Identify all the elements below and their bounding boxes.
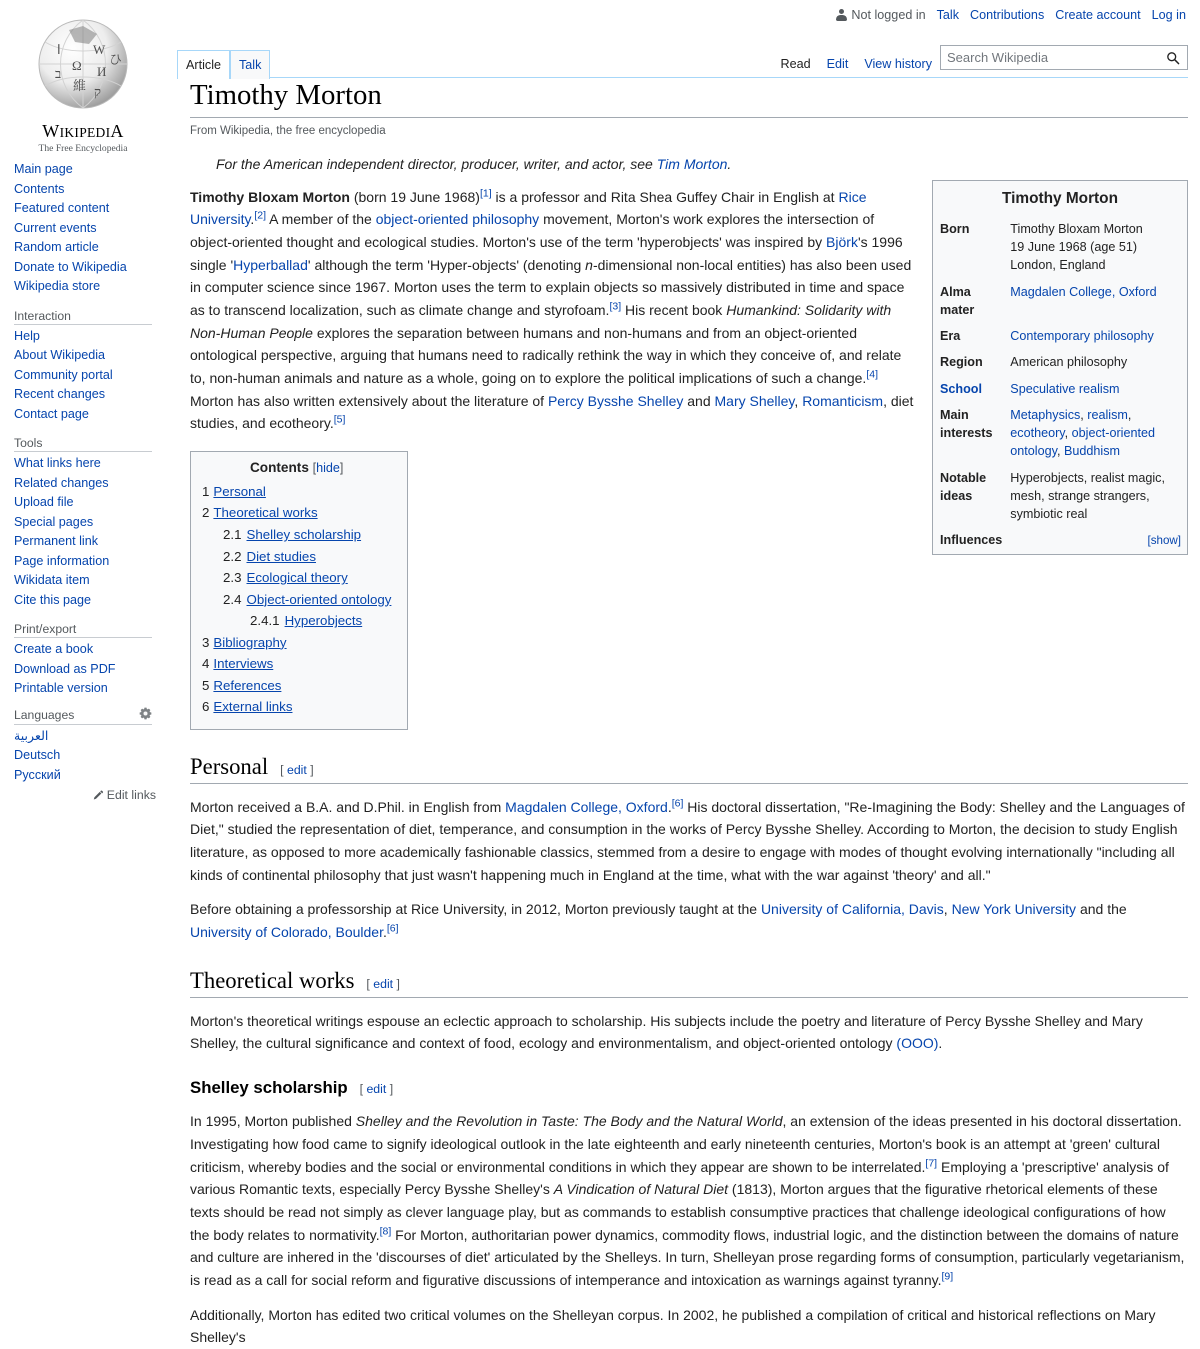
ref-2[interactable] [254, 210, 266, 222]
lead-text-9: His recent book [621, 301, 727, 318]
sidebar-item-community-portal[interactable] [0, 366, 152, 386]
toc-link-diet-studies[interactable]: Diet studies [246, 548, 316, 564]
wikipedia-tagline: The Free Encyclopedia [38, 143, 128, 154]
ref-2-link[interactable]: [2] [254, 209, 266, 222]
svg-text:W: W [93, 42, 106, 57]
section-title-theoretical-works: Theoretical works [190, 967, 355, 993]
edit-open-bracket: [ [280, 762, 284, 777]
personal-p2-text-2: , [943, 901, 952, 918]
sidebar-link-special-pages[interactable]: Special pages [14, 514, 94, 529]
link-university-of-colorado-boulder[interactable]: University of Colorado, Boulder [190, 924, 383, 941]
magnifier-icon [1166, 51, 1180, 65]
theoretical-text-2: . [938, 1035, 943, 1052]
content-area [166, 0, 1200, 1349]
svg-text:И: И [97, 64, 107, 79]
ref-9[interactable] [941, 1270, 953, 1282]
infobox-row-region [933, 349, 1187, 375]
ref-5-link[interactable]: [5] [333, 413, 346, 426]
pencil-icon [93, 789, 104, 800]
edit-links-label: Edit links [106, 787, 156, 802]
article-body [166, 78, 1200, 1349]
infobox-person [932, 180, 1188, 556]
toc-toggle-close-bracket: ] [339, 460, 344, 475]
edit-close-bracket: ] [310, 762, 314, 777]
lead-text-5: movement, Morton's work explores the intersection of object-oriented thought and ecological studies. Morton's use of the term 'hyperobjects' was inspired by [190, 211, 875, 250]
toc-link-interviews[interactable]: Interviews [213, 656, 274, 672]
infobox-label-main-interests: Main interests [940, 407, 993, 441]
view-tabs [773, 49, 940, 78]
toc-item-ecological-theory[interactable] [202, 567, 391, 589]
gear-icon[interactable] [139, 707, 152, 723]
personal-text-1: Morton received a B.A. and D.Phil. in English from [190, 798, 506, 815]
toc-link-theoretical-works[interactable]: Theoretical works [213, 505, 318, 521]
toc-link-hyperobjects[interactable]: Hyperobjects [284, 613, 363, 629]
infobox-label-school [933, 376, 1007, 402]
infobox-born-name: Timothy Bloxam Morton [1010, 221, 1143, 236]
sidebar-link-help[interactable]: Help [14, 328, 40, 343]
ref-3[interactable] [609, 300, 621, 312]
toc-title-row [202, 460, 391, 475]
sidebar-link-recent-changes[interactable]: Recent changes [14, 387, 106, 402]
theoretical-paragraph-1 [190, 1010, 1188, 1055]
sidebar-link-page-information[interactable]: Page information [14, 553, 110, 568]
lead-text-3: . [250, 211, 255, 228]
ref-9-link[interactable]: [9] [941, 1270, 954, 1283]
personal-text-3: His doctoral dissertation, "Re-Imagining the Body: Shelley and the Languages of Diet," studied the representation of diet, temperance, and consumption in the works of Percy Bysshe Shelley. According to Morton, the decision to study English literature, as opposed to more academically fashionable classics, stemmed from a desire to engage with modes of thought evolving internationally "including all kinds of continental philosophy that just wasn't happening much in England at the time, what with the war against 'theory' and all." [190, 798, 1185, 883]
infobox-label-region: Region [940, 355, 983, 370]
sidebar-heading-tools: Tools [14, 436, 43, 451]
lead-text-10: explores the separation between humans and non-humans and from an object-oriented ontological perspective, arguing that humans need to radically rethink the way in which they conceive of, and relate to, non-human animals and nature as a whole, going on to explore the political implications of such a change. [190, 324, 902, 386]
toc-link-external-links[interactable]: External links [213, 699, 293, 715]
sidebar-link-download-as-pdf[interactable]: Download as PDF [14, 661, 116, 676]
edit-section-shelley-scholarship [360, 1082, 394, 1096]
sidebar-link-upload-file[interactable]: Upload file [14, 495, 74, 510]
toc-link-ecological-theory[interactable]: Ecological theory [246, 570, 348, 586]
link-magdalen-college-oxford[interactable]: Magdalen College, Oxford [505, 798, 668, 815]
sidebar-link-lang-arabic[interactable]: العربية [14, 728, 49, 743]
sidebar-link-related-changes[interactable]: Related changes [14, 475, 109, 490]
toc-item-references[interactable] [202, 675, 391, 697]
lead-text-4: A member of the [266, 211, 376, 228]
sidebar-section-languages [0, 707, 166, 804]
ref-6c-link[interactable]: [6] [386, 922, 399, 935]
sidebar-link-permanent-link[interactable]: Permanent link [14, 534, 98, 549]
tabs-row [166, 0, 1200, 78]
sidebar-item-page-information[interactable] [0, 552, 152, 572]
link-object-oriented-philosophy[interactable]: object-oriented philosophy [375, 211, 540, 228]
toc-number: 2.4.1 [250, 613, 280, 629]
namespace-tabs [177, 49, 270, 78]
sidebar-item-special-pages[interactable] [0, 513, 152, 533]
sidebar-item-printable-version[interactable] [0, 679, 152, 699]
site-subtitle: From Wikipedia, the free encyclopedia [190, 124, 386, 137]
sidebar-section-interaction [0, 305, 166, 425]
link-romanticism[interactable]: Romanticism [802, 392, 884, 409]
wikipedia-globe-icon [31, 14, 135, 118]
hatnote [216, 156, 1188, 172]
lead-text-13: , [794, 392, 803, 409]
infobox-row-era [933, 323, 1187, 349]
sidebar-item-random-article[interactable] [0, 238, 152, 258]
lead-italic-n: n [585, 256, 593, 273]
infobox-value-main-interests: Metaphysics, realism, ecotheory, object-oriented ontology, Buddhism [1010, 407, 1155, 459]
sidebar-item-create-a-book[interactable] [0, 640, 152, 660]
sidebar-item-wikidata-item[interactable] [0, 571, 152, 591]
shelley-text-4: (1813), Morton argues that the figurative rhetorical elements of these texts should be read not simply as clever language play, but as commands to establish consumptive practices that challenge ideological configurations of how the body relates to normativity. [190, 1181, 1166, 1243]
sidebar [0, 0, 166, 803]
sidebar-item-contact-page[interactable] [0, 405, 152, 425]
section-heading-shelley-scholarship [190, 1078, 1188, 1098]
lead-text-1: (born 19 June 1968) [349, 188, 480, 205]
sidebar-section-navigation [0, 158, 166, 297]
toc-number: 4 [202, 656, 210, 672]
wordmark-w: W [42, 121, 60, 141]
infobox-row-notable-ideas [933, 465, 1187, 528]
edit-section-personal [280, 763, 314, 777]
infobox-value-notable-ideas: Hyperobjects, realist magic, mesh, strange strangers, symbiotic real [1010, 470, 1165, 522]
not-logged-in-text: Not logged in [851, 8, 926, 22]
personal-link-log-in[interactable]: Log in [1151, 8, 1186, 22]
toc-item-hyperobjects[interactable] [202, 610, 391, 632]
edit-close-bracket: ] [389, 1082, 394, 1097]
toc-item-diet-studies[interactable] [202, 546, 391, 568]
toc-list [202, 481, 391, 718]
infobox-row-school [933, 376, 1187, 402]
personal-p2-text-1: Before obtaining a professorship at Rice University, in 2012, Morton previously taught at the [190, 901, 761, 918]
infobox-born-date: 19 June 1968 (age 51) [1010, 240, 1138, 255]
infobox-link-object-oriented-ontology[interactable]: object-oriented ontology [1010, 426, 1155, 459]
toc-item-shelley-scholarship[interactable] [202, 524, 391, 546]
svg-text:ב: ב [55, 66, 62, 81]
wikipedia-logo[interactable] [0, 0, 166, 154]
ref-3-link[interactable]: [3] [609, 300, 622, 313]
sidebar-item-donate[interactable] [0, 258, 152, 278]
infobox-value-region: American philosophy [1010, 355, 1128, 370]
personal-p2-text-4: . [383, 924, 387, 941]
infobox-link-school-label[interactable]: School [940, 381, 982, 396]
toc-number: 2.4 [223, 591, 242, 607]
infobox-value-influences [1007, 527, 1187, 554]
toc-number: 6 [202, 699, 210, 715]
sidebar-item-help[interactable] [0, 327, 152, 347]
toc-hide-link[interactable]: hide [316, 460, 340, 475]
toc-number: 2 [202, 505, 210, 521]
sidebar-link-lang-russian[interactable]: Русский [14, 767, 61, 782]
sidebar-link-cite-this-page[interactable]: Cite this page [14, 592, 92, 607]
link-mary-shelley[interactable]: Mary Shelley [714, 392, 795, 409]
tabs-underline [177, 77, 1188, 78]
lead-italic-book-title: Humankind: Solidarity with Non-Human People [190, 301, 892, 341]
tab-view-history[interactable]: View history [864, 57, 932, 72]
table-of-contents [190, 451, 408, 730]
hatnote-link-tim-morton[interactable]: Tim Morton [656, 155, 728, 172]
sidebar-link-what-links-here[interactable]: What links here [14, 456, 101, 471]
section-heading-theoretical-works [190, 968, 1188, 998]
infobox-label-alma-mater: Alma mater [940, 284, 975, 317]
sidebar-item-what-links-here[interactable] [0, 454, 152, 474]
sidebar-link-lang-german[interactable]: Deutsch [14, 748, 61, 763]
toc-number: 2.3 [223, 570, 242, 586]
page-title: Timothy Morton [190, 78, 1188, 118]
sidebar-item-permanent-link[interactable] [0, 532, 152, 552]
toc-toggle [313, 461, 344, 475]
search-button[interactable] [1159, 46, 1187, 69]
personal-link-talk[interactable]: Talk [936, 8, 960, 22]
link-percy-bysshe-shelley[interactable]: Percy Bysshe Shelley [547, 392, 684, 409]
sidebar-item-lang-arabic[interactable] [0, 727, 152, 747]
lead-text-7: ' although the term 'Hyper-objects' (denoting [307, 256, 586, 273]
ref-8[interactable] [380, 1225, 392, 1237]
edit-section-theoretical-works [366, 977, 400, 991]
sidebar-item-current-events[interactable] [0, 219, 152, 239]
ref-4-link[interactable]: [4] [866, 368, 878, 381]
tab-article[interactable]: Article [177, 50, 230, 79]
edit-link-theoretical-works[interactable]: edit [373, 976, 394, 991]
svg-text:維: 維 [73, 78, 87, 93]
search-input[interactable] [941, 46, 1159, 69]
toc-toggle-open-bracket: [ [312, 460, 317, 475]
section-title-shelley-scholarship: Shelley scholarship [190, 1078, 348, 1098]
sidebar-item-lang-russian[interactable] [0, 766, 152, 786]
toc-item-personal[interactable] [202, 481, 391, 503]
lead-text-11: Morton has also written extensively about the literature of [190, 392, 548, 409]
lead-text-14: , diet studies, and ecotheory. [190, 392, 914, 432]
sidebar-item-download-as-pdf[interactable] [0, 660, 152, 680]
svg-text:ק: ק [94, 84, 101, 99]
infobox-influences-show-toggle[interactable]: [show] [1147, 534, 1181, 548]
infobox-label-influences: Influences [940, 533, 1003, 548]
sidebar-item-main-page[interactable] [0, 160, 152, 180]
shelley-paragraph-2: Additionally, Morton has edited two critical volumes on the Shelleyan corpus. In 2002, he published a compilation of critical and historical reflections on Mary Shelley's [190, 1306, 1156, 1346]
sidebar-section-print-export [0, 618, 166, 699]
personal-text-2: . [667, 798, 672, 815]
shelley-text-2: , an extension of the ideas presented in his doctoral dissertation. Investigating how food came to signify ideological outlook in the late eighteenth and early nineteenth centuries, Morton's book is an attempt at 'green' cultural criticism, whereby bodies and the social or environmental conditions in which they appear are shown to be interrelated. [190, 1113, 1182, 1175]
lead-text-6: 's 1996 single ' [190, 233, 903, 273]
ref-6a[interactable] [672, 797, 684, 809]
toc-number: 2.1 [223, 527, 242, 542]
lead-bold-name: Timothy Bloxam Morton [190, 188, 350, 205]
edit-close-bracket: ] [396, 976, 400, 991]
sidebar-item-cite-this-page[interactable] [0, 591, 152, 611]
infobox-row-influences [933, 527, 1187, 554]
personal-link-contributions[interactable]: Contributions [970, 8, 1045, 22]
personal-paragraph-2 [190, 898, 1188, 943]
edit-link-personal[interactable]: edit [286, 762, 307, 777]
toc-link-personal[interactable]: Personal [213, 483, 266, 499]
edit-open-bracket: [ [366, 976, 370, 991]
personal-p2-text-3: and the [1076, 901, 1127, 918]
sidebar-link-create-a-book[interactable]: Create a book [14, 642, 94, 657]
infobox-row-alma-mater [933, 279, 1187, 324]
link-hyperballad[interactable]: Hyperballad [233, 256, 308, 273]
ref-4[interactable] [866, 368, 878, 380]
sidebar-item-about[interactable] [0, 346, 152, 366]
ref-6c[interactable] [387, 922, 399, 934]
personal-paragraph-1 [190, 796, 1188, 887]
lead-text-12: and [683, 392, 715, 409]
tab-talk[interactable]: Talk [230, 50, 270, 79]
sidebar-link-random-article[interactable]: Random article [14, 240, 99, 255]
sidebar-link-store[interactable]: Wikipedia store [14, 279, 101, 294]
personal-link-create-account[interactable]: Create account [1055, 8, 1141, 22]
tab-edit[interactable]: Edit [826, 57, 849, 72]
sidebar-item-contents[interactable] [0, 180, 152, 200]
infobox-row-main-interests [933, 402, 1187, 465]
svg-text:ひ: ひ [109, 52, 123, 67]
toc-item-external-links[interactable] [202, 696, 391, 718]
sidebar-item-related-changes[interactable] [0, 474, 152, 494]
link-rice-university[interactable]: Rice University [190, 188, 867, 228]
sidebar-link-community-portal[interactable]: Community portal [14, 367, 113, 382]
toc-link-object-oriented-ontology[interactable]: Object-oriented ontology [246, 591, 392, 607]
ref-6a-link[interactable]: [6] [671, 797, 684, 810]
sidebar-link-main-page[interactable]: Main page [14, 162, 73, 176]
link-new-york-university[interactable]: New York University [951, 901, 1077, 918]
shelley-text-3: Employing a 'prescriptive' analysis of various Romantic texts, especially Percy Bysshe Shelley's [190, 1158, 1169, 1198]
sidebar-heading-interaction: Interaction [14, 308, 71, 323]
infobox-link-magdalen-college[interactable]: Magdalen College, Oxford [1010, 284, 1157, 299]
sidebar-item-featured-content[interactable] [0, 199, 152, 219]
toc-title: Contents [249, 459, 309, 475]
lead-text-2: is a professor and Rita Shea Guffey Chair in English at [491, 188, 839, 205]
infobox-link-speculative-realism[interactable]: Speculative realism [1010, 381, 1120, 396]
infobox-link-realism[interactable]: realism [1087, 407, 1128, 422]
hatnote-period: . [727, 155, 732, 172]
ref-1-link[interactable]: [1] [479, 186, 492, 199]
svg-text:Ω: Ω [72, 58, 82, 73]
infobox-born-place: London, England [1010, 258, 1106, 273]
toc-number: 2.2 [223, 548, 242, 564]
wordmark-rest: IKIPEDI [59, 125, 111, 140]
sidebar-link-wikidata-item[interactable]: Wikidata item [14, 573, 90, 588]
sidebar-link-printable-version[interactable]: Printable version [14, 681, 108, 696]
infobox-value-born [1007, 216, 1187, 279]
toc-number: 3 [202, 634, 210, 650]
infobox-link-metaphysics[interactable]: Metaphysics [1010, 407, 1081, 422]
toc-number: 1 [202, 483, 210, 499]
sidebar-item-store[interactable] [0, 277, 152, 297]
link-bjork[interactable]: Björk [826, 233, 858, 250]
shelley-italic-title-1: Shelley and the Revolution in Taste: The Body and the Natural World [355, 1113, 783, 1130]
sidebar-link-contents[interactable]: Contents [14, 181, 65, 196]
ref-8-link[interactable]: [8] [379, 1224, 392, 1237]
theoretical-text-1: Morton's theoretical writings espouse an eclectic approach to scholarship. His subjects include the poetry and literature of Percy Bysshe Shelley and Mary Shelley, the cultural significance and context of food, ecology and environmentalism, and object-oriented ontology [190, 1012, 1143, 1052]
toc-item-bibliography[interactable] [202, 632, 391, 654]
section-heading-personal [190, 754, 1188, 784]
section-title-personal: Personal [190, 753, 269, 779]
link-uc-davis[interactable]: University of California, Davis [760, 901, 944, 918]
toc-link-bibliography[interactable]: Bibliography [213, 634, 287, 650]
infobox-value-era [1007, 323, 1187, 349]
infobox-row-born [933, 216, 1187, 279]
infobox-link-contemporary-philosophy[interactable]: Contemporary philosophy [1010, 329, 1154, 344]
infobox-value-school [1007, 376, 1187, 402]
sidebar-item-recent-changes[interactable] [0, 385, 152, 405]
ref-1[interactable] [480, 187, 492, 199]
edit-links-button[interactable] [93, 788, 156, 802]
sidebar-item-upload-file[interactable] [0, 493, 152, 513]
toc-number: 5 [202, 677, 210, 693]
toc-link-shelley-scholarship[interactable]: Shelley scholarship [246, 527, 362, 542]
tab-read[interactable]: Read [780, 57, 811, 72]
infobox-label-notable-ideas: Notable ideas [940, 470, 987, 503]
infobox-label-born: Born [940, 221, 970, 236]
wordmark-a: A [110, 121, 124, 141]
infobox-link-buddhism[interactable]: Buddhism [1063, 444, 1120, 459]
hatnote-text: For the American independent director, producer, writer, and actor, see [216, 155, 657, 172]
shelley-italic-title-2: A Vindication of Natural Diet [553, 1181, 729, 1198]
infobox-link-ecotheory[interactable]: ecotheory [1010, 426, 1065, 441]
sidebar-link-featured-content[interactable]: Featured content [14, 201, 110, 216]
sidebar-link-about[interactable]: About Wikipedia [14, 348, 106, 363]
edit-link-shelley-scholarship[interactable]: edit [366, 1082, 387, 1097]
sidebar-heading-print-export: Print/export [14, 622, 77, 637]
sidebar-link-contact-page[interactable]: Contact page [14, 406, 89, 421]
wikipedia-wordmark [39, 121, 128, 154]
toc-item-theoretical-works[interactable] [202, 502, 391, 524]
shelley-paragraph-1 [190, 1110, 1188, 1291]
sidebar-section-tools [0, 432, 166, 610]
ref-7[interactable] [925, 1157, 937, 1169]
toc-link-references[interactable]: References [213, 677, 282, 693]
infobox-label-era: Era [940, 329, 961, 344]
toc-item-interviews[interactable] [202, 653, 391, 675]
search-form[interactable] [940, 45, 1188, 70]
lead-text-8: -dimensional non-local entities) has also been used in computer science since 1967. Morton uses the term to explain objects so massively distributed in time and space as to transcend localization, such as climate change and styrofoam. [190, 256, 912, 318]
sidebar-link-current-events[interactable]: Current events [14, 220, 97, 235]
infobox-value-alma-mater [1007, 279, 1187, 324]
ref-7-link[interactable]: [7] [925, 1156, 938, 1169]
ref-5[interactable] [334, 414, 346, 426]
shelley-text-1: In 1995, Morton published [190, 1113, 356, 1130]
edit-open-bracket: [ [359, 1082, 364, 1097]
infobox-title: Timothy Morton [1002, 189, 1118, 207]
sidebar-link-donate[interactable]: Donate to Wikipedia [14, 259, 127, 274]
sidebar-item-lang-german[interactable] [0, 746, 152, 766]
shelley-text-5: For Morton, authoritarian power dynamics, commodity flows, industrial logic, and the distinction between the domains of nature and culture are inhered in the 'discourses of diet' articulated by the Shelleys. In turn, Shelleyan prose regarding forms of consumption, particularly vegetarianism, is read as a call for social reform and figurative discussions of intemperance and intoxication as warnings against tyranny. [190, 1226, 1185, 1288]
toc-item-object-oriented-ontology[interactable] [202, 589, 391, 611]
svg-text:ا: ا [57, 42, 61, 57]
sidebar-heading-languages: Languages [14, 707, 75, 722]
link-ooo[interactable]: (OOO) [896, 1035, 939, 1052]
